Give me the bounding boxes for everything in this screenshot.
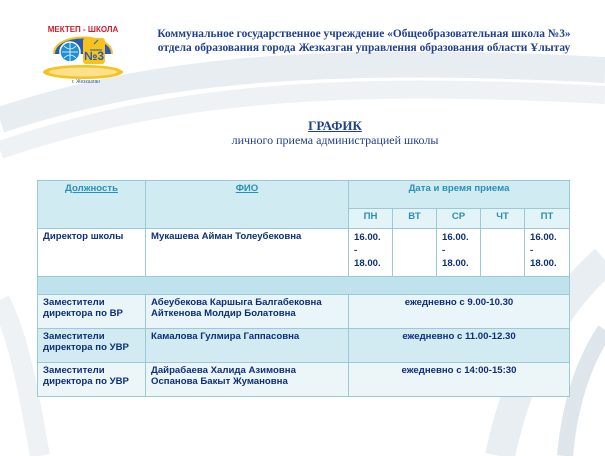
table-row [38, 329, 570, 363]
director-thu [481, 229, 525, 277]
table-row [38, 363, 570, 397]
row-position: Заместители директора по ВР [38, 295, 146, 329]
day-mon: ПН [349, 209, 393, 229]
school-logo [40, 14, 126, 86]
table-row-director [38, 229, 570, 277]
day-fri: ПТ [525, 209, 570, 229]
row-position: Заместители директора по УВР [38, 329, 146, 363]
header-line-2: отдела образования города Жезказган управления образования области Ұлытау [157, 42, 571, 54]
director-tue [393, 229, 437, 277]
row-time: ежедневно с 9.00-10.30 [349, 295, 570, 329]
row-time: ежедневно с 14:00-15:30 [349, 363, 570, 397]
schedule-title [0, 118, 605, 148]
header-position: Должность [38, 181, 146, 229]
schedule-table [37, 180, 570, 397]
director-wed: 16.00. - 18.00. [437, 229, 481, 277]
logo-city: г. Жезказган [71, 79, 101, 85]
day-tue: ВТ [393, 209, 437, 229]
header-line-1: Коммунальное государственное учреждение «Общеобразовательная школа №3» [157, 28, 571, 40]
header-name: ФИО [146, 181, 349, 229]
row-names: Абеубекова Каршыга Балгабековна Айткенова Молдир Болатовна [146, 295, 349, 329]
title-main: ГРАФИК [308, 118, 362, 133]
table-header-row [38, 181, 570, 209]
day-thu: ЧТ [481, 209, 525, 229]
title-subtitle: личного приема администрацией школы [231, 133, 439, 147]
table-row [38, 295, 570, 329]
institution-header [134, 27, 594, 55]
director-name: Мукашева Айман Толеубековна [146, 229, 349, 277]
row-names: Дайрабаева Халида Азимовна Оспанова Бакыт Жумановна [146, 363, 349, 397]
row-time: ежедневно с 11.00-12.30 [349, 329, 570, 363]
director-mon: 16.00. - 18.00. [349, 229, 393, 277]
director-fri: 16.00. - 18.00. [525, 229, 570, 277]
logo-arc-text: МЕКТЕП - ШКОЛА [47, 25, 119, 34]
logo-number: №3 [83, 49, 105, 63]
row-position: Заместители директора по УВР [38, 363, 146, 397]
row-names: Камалова Гулмира Гаппасовна [146, 329, 349, 363]
director-position: Директор школы [38, 229, 146, 277]
table-separator-row [38, 277, 570, 295]
day-wed: СР [437, 209, 481, 229]
header-datetime: Дата и время приема [349, 181, 570, 209]
